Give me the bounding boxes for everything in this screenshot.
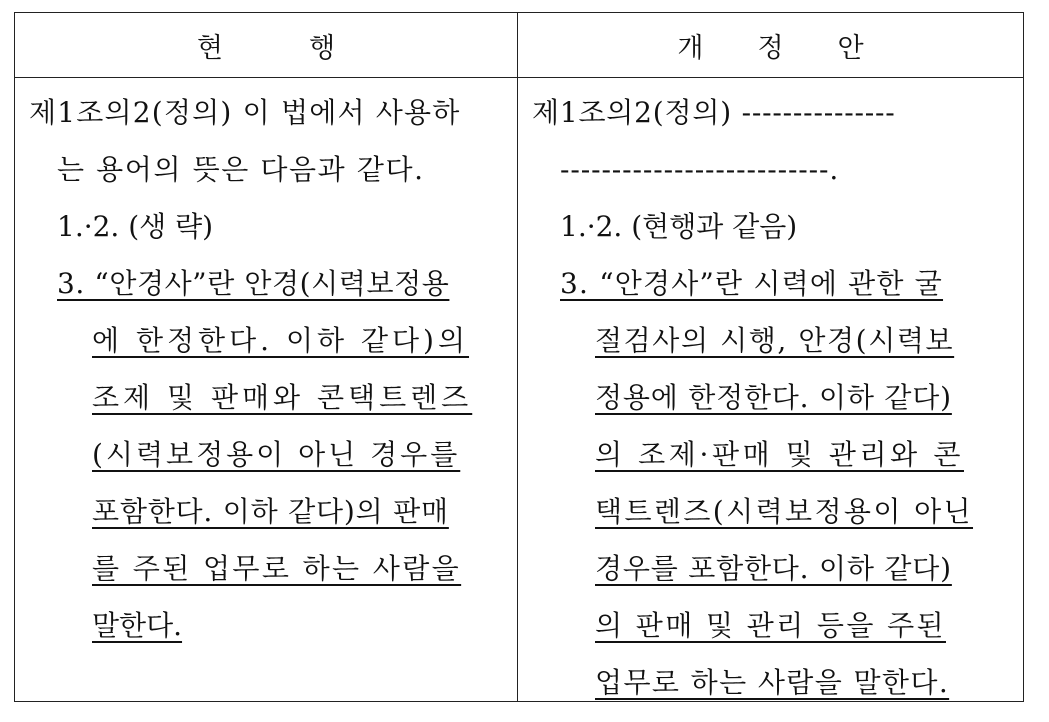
current-line-8: 포함한다. 이하 같다)의 판매 bbox=[92, 495, 449, 528]
current-line-10: 말한다. bbox=[92, 609, 183, 642]
current-line-4: 3. “안경사”란 안경(시력보정용 bbox=[57, 267, 450, 300]
header-proposed-char-1: 개 bbox=[677, 32, 704, 64]
header-proposed-char-2: 정 bbox=[757, 32, 784, 64]
header-divider bbox=[15, 77, 1023, 78]
comparison-table bbox=[14, 12, 1024, 702]
current-line-9: 를 주된 업무로 하는 사람을 bbox=[92, 552, 462, 585]
proposed-line-3: 1.·2. (현행과 같음) bbox=[560, 210, 798, 243]
header-current-char-1: 현 bbox=[196, 32, 223, 64]
proposed-line-2: --------------------------. bbox=[560, 153, 840, 186]
proposed-line-10: 의 판매 및 관리 등을 주된 bbox=[595, 609, 946, 642]
proposed-line-11: 업무로 하는 사람을 말한다. bbox=[595, 666, 950, 699]
header-current-char-2: 행 bbox=[309, 32, 336, 64]
current-line-2: 는 용어의 뜻은 다음과 같다. bbox=[57, 153, 425, 186]
column-divider bbox=[517, 13, 518, 701]
proposed-line-1: 제1조의2(정의) --------------- bbox=[532, 96, 896, 129]
current-line-1: 제1조의2(정의) 이 법에서 사용하 bbox=[29, 96, 461, 129]
current-line-6: 조제 및 판매와 콘택트렌즈 bbox=[92, 381, 473, 414]
header-proposed-char-3: 안 bbox=[837, 32, 864, 64]
proposed-line-9: 경우를 포함한다. 이하 같다) bbox=[595, 552, 952, 585]
header-current bbox=[15, 13, 517, 77]
proposed-line-4: 3. “안경사”란 시력에 관한 굴 bbox=[560, 267, 944, 300]
proposed-line-6: 정용에 한정한다. 이하 같다) bbox=[595, 381, 952, 414]
header-proposed bbox=[518, 13, 1023, 77]
current-line-5: 에 한정한다. 이하 같다)의 bbox=[92, 324, 470, 357]
current-line-3: 1.·2. (생 략) bbox=[57, 210, 214, 243]
current-line-7: (시력보정용이 아닌 경우를 bbox=[92, 438, 461, 471]
proposed-line-5: 절검사의 시행, 안경(시력보 bbox=[595, 324, 955, 357]
proposed-line-8: 택트렌즈(시력보정용이 아닌 bbox=[595, 495, 974, 528]
proposed-line-7: 의 조제·판매 및 관리와 콘 bbox=[595, 438, 964, 471]
